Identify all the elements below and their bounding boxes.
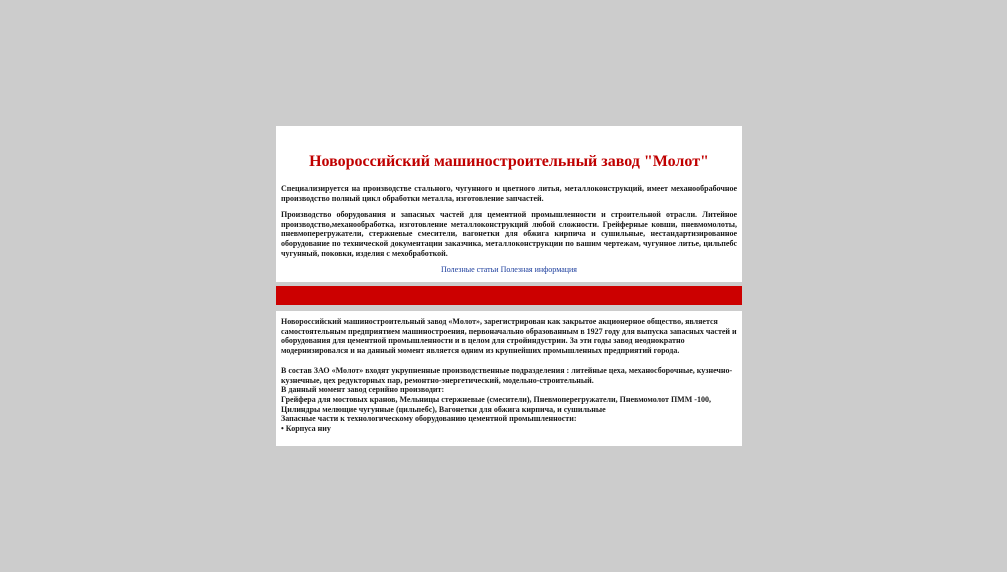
links-row: [281, 265, 737, 275]
intro-text: Специализируется на производстве стального, чугунного и цветного литья, металлоконструкций, имеет механообрабочное производство полный цикл обработки металла, изготовление запчастей.: [281, 184, 737, 203]
spacer: [281, 356, 737, 366]
structure-text: В состав ЗАО «Молот» входят укрупненные производственные подразделения : литейные цеха, механосборочные, кузнечно-кузнечные, цех редукторных пар, ремонтно-энергетический, модельно-строительный.: [281, 365, 733, 385]
about-text: Новороссийский машиностроительный завод «Молот», зарегистрирован как закрытое акционерное общество, является самостоятельным предприятием машиностроения, первоначально образованным в 1927 году для выпуска запасных частей и оборудования для цементной промышленности и в целом для стройиндустрии. За эти годы завод неоднократно модернизировался и на данный момент является одним из крупнейших промышленных предприятий города.: [281, 317, 737, 356]
serial-list-2: Цилиндры мелющие чугунные (цильпебс), Вагонетки для обжига кирпича, и сушильные: [281, 404, 606, 414]
page-title: Новороссийский машиностроительный завод "Молот": [309, 153, 709, 170]
content-panel: [276, 311, 742, 446]
serial-heading: В данный момент завод серийно производит:: [281, 385, 445, 395]
useful-info-link[interactable]: Полезная информация: [500, 265, 577, 275]
useful-articles-link[interactable]: Полезные статьи: [440, 265, 499, 275]
page-container: [276, 126, 742, 446]
spare-heading: Запасные части к технологическому оборудованию цементной промышленности:: [281, 414, 577, 424]
spare-item: • Корпуса ниу: [281, 424, 331, 434]
header-panel: [276, 126, 742, 282]
red-banner-bar: [276, 286, 742, 305]
serial-list: Грейфера для мостовых кранов, Мельницы стержневые (смесители), Пневмоперегружатели, Пневмомолот ПММ -100,: [281, 394, 711, 404]
description-text: Производство оборудования и запасных частей для цементной промышленности и строительной отрасли. Литейное производство,механообработка, изготовление металлоконструкций любой сложности. Грейферные ковши, пневмомолоты, пневмоперегружатели, стержневые смесители, вагонетки для обжига кирпича и сушильные, нестандартизированное оборудование по технической документации заказчика, металлоконструкции по вашим чертежам, чугунное литье, цильпебс чугунный, поковки, изделия с мехобработкой.: [281, 210, 737, 258]
